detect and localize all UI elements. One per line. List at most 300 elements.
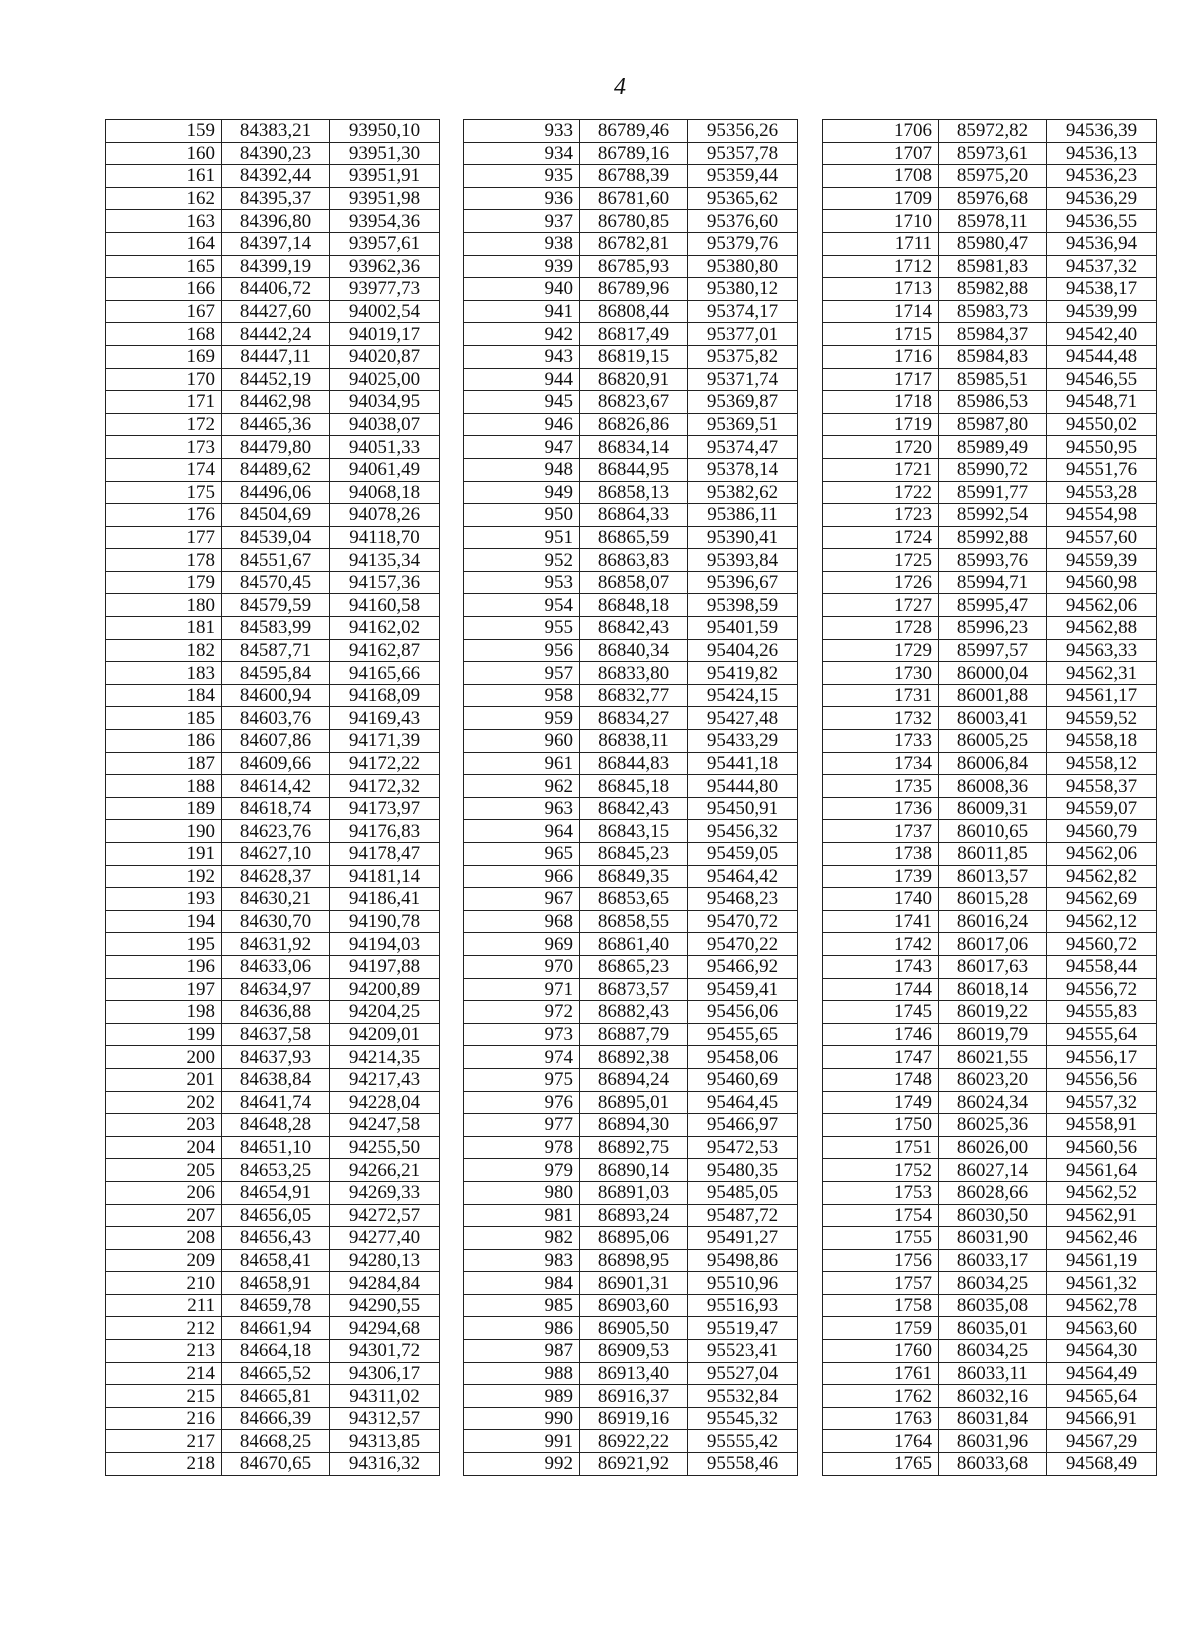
point-number-cell: 1761 — [823, 1362, 939, 1385]
point-number-cell: 1718 — [823, 391, 939, 414]
x-coordinate-cell: 85989,49 — [939, 436, 1047, 459]
table-row — [106, 1023, 440, 1046]
table-row — [823, 1023, 1157, 1046]
point-number-cell: 177 — [106, 526, 222, 549]
point-number-cell: 1740 — [823, 888, 939, 911]
point-number-cell: 1729 — [823, 639, 939, 662]
point-number-cell: 1757 — [823, 1272, 939, 1295]
point-number-cell: 213 — [106, 1340, 222, 1363]
y-coordinate-cell: 94313,85 — [330, 1430, 440, 1453]
x-coordinate-cell: 85983,73 — [939, 300, 1047, 323]
x-coordinate-cell: 84462,98 — [222, 391, 330, 414]
table-row — [464, 1272, 798, 1295]
point-number-cell: 162 — [106, 187, 222, 210]
x-coordinate-cell: 85995,47 — [939, 594, 1047, 617]
point-number-cell: 1764 — [823, 1430, 939, 1453]
y-coordinate-cell: 95374,17 — [688, 300, 798, 323]
y-coordinate-cell: 94562,78 — [1047, 1294, 1157, 1317]
y-coordinate-cell: 94172,32 — [330, 775, 440, 798]
y-coordinate-cell: 94562,82 — [1047, 865, 1157, 888]
x-coordinate-cell: 86891,03 — [580, 1181, 688, 1204]
y-coordinate-cell: 94557,60 — [1047, 526, 1157, 549]
point-number-cell: 1713 — [823, 278, 939, 301]
table-row — [106, 1362, 440, 1385]
point-number-cell: 943 — [464, 345, 580, 368]
x-coordinate-cell: 86026,00 — [939, 1136, 1047, 1159]
y-coordinate-cell: 95450,91 — [688, 797, 798, 820]
table-row — [106, 1453, 440, 1476]
x-coordinate-cell: 86035,01 — [939, 1317, 1047, 1340]
y-coordinate-cell: 94165,66 — [330, 662, 440, 685]
point-number-cell: 958 — [464, 684, 580, 707]
x-coordinate-cell: 86905,50 — [580, 1317, 688, 1340]
table-row — [464, 504, 798, 527]
point-number-cell: 167 — [106, 300, 222, 323]
y-coordinate-cell: 95378,14 — [688, 458, 798, 481]
point-number-cell: 206 — [106, 1181, 222, 1204]
x-coordinate-cell: 86033,11 — [939, 1362, 1047, 1385]
point-number-cell: 200 — [106, 1046, 222, 1069]
point-number-cell: 968 — [464, 910, 580, 933]
table-row — [823, 391, 1157, 414]
y-coordinate-cell: 94316,32 — [330, 1453, 440, 1476]
x-coordinate-cell: 86789,16 — [580, 142, 688, 165]
point-number-cell: 964 — [464, 820, 580, 843]
y-coordinate-cell: 95386,11 — [688, 504, 798, 527]
coordinates-table-2 — [463, 119, 798, 1476]
point-number-cell: 207 — [106, 1204, 222, 1227]
point-number-cell: 215 — [106, 1385, 222, 1408]
point-number-cell: 191 — [106, 843, 222, 866]
x-coordinate-cell: 85987,80 — [939, 413, 1047, 436]
table-row — [823, 1272, 1157, 1295]
y-coordinate-cell: 95491,27 — [688, 1227, 798, 1250]
point-number-cell: 1762 — [823, 1385, 939, 1408]
point-number-cell: 938 — [464, 232, 580, 255]
x-coordinate-cell: 86031,84 — [939, 1407, 1047, 1430]
y-coordinate-cell: 94078,26 — [330, 504, 440, 527]
x-coordinate-cell: 86901,31 — [580, 1272, 688, 1295]
table-row — [106, 1294, 440, 1317]
x-coordinate-cell: 84447,11 — [222, 345, 330, 368]
x-coordinate-cell: 86019,22 — [939, 1001, 1047, 1024]
table-row — [106, 232, 440, 255]
x-coordinate-cell: 84656,43 — [222, 1227, 330, 1250]
point-number-cell: 977 — [464, 1114, 580, 1137]
y-coordinate-cell: 95485,05 — [688, 1181, 798, 1204]
x-coordinate-cell: 84583,99 — [222, 617, 330, 640]
table-row — [823, 865, 1157, 888]
x-coordinate-cell: 86849,35 — [580, 865, 688, 888]
y-coordinate-cell: 94247,58 — [330, 1114, 440, 1137]
table-row — [823, 323, 1157, 346]
point-number-cell: 957 — [464, 662, 580, 685]
point-number-cell: 1747 — [823, 1046, 939, 1069]
y-coordinate-cell: 94561,32 — [1047, 1272, 1157, 1295]
table-row — [823, 232, 1157, 255]
point-number-cell: 939 — [464, 255, 580, 278]
x-coordinate-cell: 86782,81 — [580, 232, 688, 255]
y-coordinate-cell: 94190,78 — [330, 910, 440, 933]
x-coordinate-cell: 85992,54 — [939, 504, 1047, 527]
y-coordinate-cell: 94135,34 — [330, 549, 440, 572]
y-coordinate-cell: 94555,83 — [1047, 1001, 1157, 1024]
table-row — [106, 820, 440, 843]
table-row — [823, 910, 1157, 933]
x-coordinate-cell: 86018,14 — [939, 978, 1047, 1001]
y-coordinate-cell: 94536,55 — [1047, 210, 1157, 233]
y-coordinate-cell: 94556,72 — [1047, 978, 1157, 1001]
table-row — [106, 1068, 440, 1091]
point-number-cell: 972 — [464, 1001, 580, 1024]
y-coordinate-cell: 95510,96 — [688, 1272, 798, 1295]
x-coordinate-cell: 86892,38 — [580, 1046, 688, 1069]
y-coordinate-cell: 94558,37 — [1047, 775, 1157, 798]
x-coordinate-cell: 86921,92 — [580, 1453, 688, 1476]
y-coordinate-cell: 94536,94 — [1047, 232, 1157, 255]
x-coordinate-cell: 84607,86 — [222, 730, 330, 753]
x-coordinate-cell: 86893,24 — [580, 1204, 688, 1227]
y-coordinate-cell: 94160,58 — [330, 594, 440, 617]
table-row — [823, 481, 1157, 504]
point-number-cell: 163 — [106, 210, 222, 233]
y-coordinate-cell: 94214,35 — [330, 1046, 440, 1069]
y-coordinate-cell: 94068,18 — [330, 481, 440, 504]
y-coordinate-cell: 95427,48 — [688, 707, 798, 730]
table-row — [464, 255, 798, 278]
table-row — [823, 1114, 1157, 1137]
point-number-cell: 965 — [464, 843, 580, 866]
y-coordinate-cell: 94562,69 — [1047, 888, 1157, 911]
y-coordinate-cell: 95393,84 — [688, 549, 798, 572]
point-number-cell: 1748 — [823, 1068, 939, 1091]
table-row — [823, 1407, 1157, 1430]
point-number-cell: 1725 — [823, 549, 939, 572]
point-number-cell: 1750 — [823, 1114, 939, 1137]
y-coordinate-cell: 94537,32 — [1047, 255, 1157, 278]
point-number-cell: 951 — [464, 526, 580, 549]
point-number-cell: 214 — [106, 1362, 222, 1385]
point-number-cell: 1728 — [823, 617, 939, 640]
table-row — [464, 730, 798, 753]
point-number-cell: 1721 — [823, 458, 939, 481]
x-coordinate-cell: 86895,06 — [580, 1227, 688, 1250]
x-coordinate-cell: 86858,13 — [580, 481, 688, 504]
point-number-cell: 1715 — [823, 323, 939, 346]
point-number-cell: 208 — [106, 1227, 222, 1250]
table-row — [464, 1091, 798, 1114]
y-coordinate-cell: 94562,88 — [1047, 617, 1157, 640]
table-row — [106, 1407, 440, 1430]
point-number-cell: 949 — [464, 481, 580, 504]
x-coordinate-cell: 86008,36 — [939, 775, 1047, 798]
point-number-cell: 959 — [464, 707, 580, 730]
table-row — [106, 300, 440, 323]
point-number-cell: 948 — [464, 458, 580, 481]
table-row — [464, 549, 798, 572]
table-row — [823, 1362, 1157, 1385]
point-number-cell: 1746 — [823, 1023, 939, 1046]
point-number-cell: 1765 — [823, 1453, 939, 1476]
table-row — [823, 1294, 1157, 1317]
point-number-cell: 166 — [106, 278, 222, 301]
y-coordinate-cell: 94173,97 — [330, 797, 440, 820]
y-coordinate-cell: 94290,55 — [330, 1294, 440, 1317]
table-row — [464, 1136, 798, 1159]
y-coordinate-cell: 95466,92 — [688, 955, 798, 978]
coordinates-table-3 — [822, 119, 1157, 1476]
table-row — [106, 436, 440, 459]
table-row — [823, 345, 1157, 368]
point-number-cell: 1745 — [823, 1001, 939, 1024]
point-number-cell: 1732 — [823, 707, 939, 730]
table-row — [106, 843, 440, 866]
point-number-cell: 937 — [464, 210, 580, 233]
x-coordinate-cell: 86023,20 — [939, 1068, 1047, 1091]
point-number-cell: 172 — [106, 413, 222, 436]
x-coordinate-cell: 85985,51 — [939, 368, 1047, 391]
point-number-cell: 198 — [106, 1001, 222, 1024]
x-coordinate-cell: 86848,18 — [580, 594, 688, 617]
table-row — [106, 504, 440, 527]
x-coordinate-cell: 85981,83 — [939, 255, 1047, 278]
table-row — [106, 1272, 440, 1295]
point-number-cell: 969 — [464, 933, 580, 956]
table-row — [823, 1046, 1157, 1069]
x-coordinate-cell: 86027,14 — [939, 1159, 1047, 1182]
table-row — [106, 1430, 440, 1453]
y-coordinate-cell: 94118,70 — [330, 526, 440, 549]
y-coordinate-cell: 94269,33 — [330, 1181, 440, 1204]
y-coordinate-cell: 94038,07 — [330, 413, 440, 436]
y-coordinate-cell: 95527,04 — [688, 1362, 798, 1385]
table-row — [823, 843, 1157, 866]
y-coordinate-cell: 94019,17 — [330, 323, 440, 346]
x-coordinate-cell: 86819,15 — [580, 345, 688, 368]
y-coordinate-cell: 94560,72 — [1047, 933, 1157, 956]
x-coordinate-cell: 86832,77 — [580, 684, 688, 707]
x-coordinate-cell: 86031,96 — [939, 1430, 1047, 1453]
table-row — [823, 639, 1157, 662]
y-coordinate-cell: 94560,56 — [1047, 1136, 1157, 1159]
y-coordinate-cell: 95382,62 — [688, 481, 798, 504]
y-coordinate-cell: 94558,18 — [1047, 730, 1157, 753]
table-row — [106, 526, 440, 549]
table-row — [823, 255, 1157, 278]
table-row — [106, 707, 440, 730]
point-number-cell: 945 — [464, 391, 580, 414]
point-number-cell: 1759 — [823, 1317, 939, 1340]
y-coordinate-cell: 94561,64 — [1047, 1159, 1157, 1182]
y-coordinate-cell: 94280,13 — [330, 1249, 440, 1272]
y-coordinate-cell: 95379,76 — [688, 232, 798, 255]
y-coordinate-cell: 93957,61 — [330, 232, 440, 255]
table-row — [464, 820, 798, 843]
y-coordinate-cell: 94560,98 — [1047, 571, 1157, 594]
point-number-cell: 194 — [106, 910, 222, 933]
table-row — [106, 752, 440, 775]
y-coordinate-cell: 94562,06 — [1047, 843, 1157, 866]
x-coordinate-cell: 84390,23 — [222, 142, 330, 165]
y-coordinate-cell: 94228,04 — [330, 1091, 440, 1114]
x-coordinate-cell: 86789,46 — [580, 120, 688, 143]
point-number-cell: 199 — [106, 1023, 222, 1046]
point-number-cell: 978 — [464, 1136, 580, 1159]
y-coordinate-cell: 95380,80 — [688, 255, 798, 278]
table-row — [464, 865, 798, 888]
y-coordinate-cell: 95371,74 — [688, 368, 798, 391]
y-coordinate-cell: 93954,36 — [330, 210, 440, 233]
table-row — [823, 1317, 1157, 1340]
table-row — [106, 1181, 440, 1204]
x-coordinate-cell: 86817,49 — [580, 323, 688, 346]
y-coordinate-cell: 94567,29 — [1047, 1430, 1157, 1453]
x-coordinate-cell: 86031,90 — [939, 1227, 1047, 1250]
x-coordinate-cell: 84465,36 — [222, 413, 330, 436]
y-coordinate-cell: 94186,41 — [330, 888, 440, 911]
table-row — [823, 120, 1157, 143]
table-row — [464, 617, 798, 640]
point-number-cell: 218 — [106, 1453, 222, 1476]
x-coordinate-cell: 84664,18 — [222, 1340, 330, 1363]
table-row — [106, 684, 440, 707]
point-number-cell: 217 — [106, 1430, 222, 1453]
point-number-cell: 178 — [106, 549, 222, 572]
x-coordinate-cell: 84395,37 — [222, 187, 330, 210]
point-number-cell: 183 — [106, 662, 222, 685]
y-coordinate-cell: 95472,53 — [688, 1136, 798, 1159]
table-row — [464, 1159, 798, 1182]
y-coordinate-cell: 94181,14 — [330, 865, 440, 888]
table-row — [464, 594, 798, 617]
x-coordinate-cell: 86840,34 — [580, 639, 688, 662]
table-row — [106, 255, 440, 278]
x-coordinate-cell: 84630,21 — [222, 888, 330, 911]
table-row — [823, 413, 1157, 436]
y-coordinate-cell: 95468,23 — [688, 888, 798, 911]
y-coordinate-cell: 94194,03 — [330, 933, 440, 956]
table-row — [106, 142, 440, 165]
x-coordinate-cell: 86909,53 — [580, 1340, 688, 1363]
table-row — [464, 391, 798, 414]
y-coordinate-cell: 93962,36 — [330, 255, 440, 278]
table-row — [106, 978, 440, 1001]
point-number-cell: 1752 — [823, 1159, 939, 1182]
y-coordinate-cell: 94566,91 — [1047, 1407, 1157, 1430]
table-row — [464, 368, 798, 391]
table-row — [464, 210, 798, 233]
y-coordinate-cell: 94562,12 — [1047, 910, 1157, 933]
page-number: 4 — [614, 74, 626, 100]
table-row — [823, 617, 1157, 640]
y-coordinate-cell: 94197,88 — [330, 955, 440, 978]
y-coordinate-cell: 94200,89 — [330, 978, 440, 1001]
x-coordinate-cell: 84653,25 — [222, 1159, 330, 1182]
x-coordinate-cell: 86035,08 — [939, 1294, 1047, 1317]
y-coordinate-cell: 94312,57 — [330, 1407, 440, 1430]
point-number-cell: 161 — [106, 165, 222, 188]
table-row — [464, 413, 798, 436]
point-number-cell: 986 — [464, 1317, 580, 1340]
y-coordinate-cell: 95369,87 — [688, 391, 798, 414]
point-number-cell: 979 — [464, 1159, 580, 1182]
y-coordinate-cell: 95460,69 — [688, 1068, 798, 1091]
table-row — [106, 775, 440, 798]
table-row — [106, 549, 440, 572]
y-coordinate-cell: 94294,68 — [330, 1317, 440, 1340]
point-number-cell: 159 — [106, 120, 222, 143]
x-coordinate-cell: 86785,93 — [580, 255, 688, 278]
x-coordinate-cell: 86863,83 — [580, 549, 688, 572]
y-coordinate-cell: 94002,54 — [330, 300, 440, 323]
table-row — [106, 933, 440, 956]
x-coordinate-cell: 85982,88 — [939, 278, 1047, 301]
y-coordinate-cell: 94020,87 — [330, 345, 440, 368]
table-row — [106, 617, 440, 640]
point-number-cell: 1719 — [823, 413, 939, 436]
x-coordinate-cell: 86903,60 — [580, 1294, 688, 1317]
point-number-cell: 174 — [106, 458, 222, 481]
table-row — [823, 594, 1157, 617]
y-coordinate-cell: 95456,06 — [688, 1001, 798, 1024]
table-row — [823, 1091, 1157, 1114]
point-number-cell: 176 — [106, 504, 222, 527]
point-number-cell: 966 — [464, 865, 580, 888]
point-number-cell: 1734 — [823, 752, 939, 775]
table-row — [464, 187, 798, 210]
point-number-cell: 947 — [464, 436, 580, 459]
x-coordinate-cell: 84651,10 — [222, 1136, 330, 1159]
y-coordinate-cell: 94168,09 — [330, 684, 440, 707]
y-coordinate-cell: 94034,95 — [330, 391, 440, 414]
x-coordinate-cell: 86781,60 — [580, 187, 688, 210]
table-row — [464, 1385, 798, 1408]
y-coordinate-cell: 95441,18 — [688, 752, 798, 775]
y-coordinate-cell: 94025,00 — [330, 368, 440, 391]
table-row — [106, 413, 440, 436]
y-coordinate-cell: 94255,50 — [330, 1136, 440, 1159]
point-number-cell: 970 — [464, 955, 580, 978]
x-coordinate-cell: 84665,81 — [222, 1385, 330, 1408]
y-coordinate-cell: 94560,79 — [1047, 820, 1157, 843]
point-number-cell: 1749 — [823, 1091, 939, 1114]
point-number-cell: 201 — [106, 1068, 222, 1091]
y-coordinate-cell: 95519,47 — [688, 1317, 798, 1340]
y-coordinate-cell: 94564,30 — [1047, 1340, 1157, 1363]
x-coordinate-cell: 86789,96 — [580, 278, 688, 301]
point-number-cell: 962 — [464, 775, 580, 798]
table-row — [106, 594, 440, 617]
x-coordinate-cell: 84406,72 — [222, 278, 330, 301]
point-number-cell: 182 — [106, 639, 222, 662]
x-coordinate-cell: 84618,74 — [222, 797, 330, 820]
point-number-cell: 1708 — [823, 165, 939, 188]
y-coordinate-cell: 94178,47 — [330, 843, 440, 866]
point-number-cell: 1707 — [823, 142, 939, 165]
table-row — [106, 865, 440, 888]
y-coordinate-cell: 94568,49 — [1047, 1453, 1157, 1476]
point-number-cell: 942 — [464, 323, 580, 346]
y-coordinate-cell: 95365,62 — [688, 187, 798, 210]
y-coordinate-cell: 95419,82 — [688, 662, 798, 685]
y-coordinate-cell: 94176,83 — [330, 820, 440, 843]
x-coordinate-cell: 84603,76 — [222, 707, 330, 730]
x-coordinate-cell: 84630,70 — [222, 910, 330, 933]
table-row — [464, 910, 798, 933]
y-coordinate-cell: 94171,39 — [330, 730, 440, 753]
y-coordinate-cell: 95516,93 — [688, 1294, 798, 1317]
point-number-cell: 1755 — [823, 1227, 939, 1250]
